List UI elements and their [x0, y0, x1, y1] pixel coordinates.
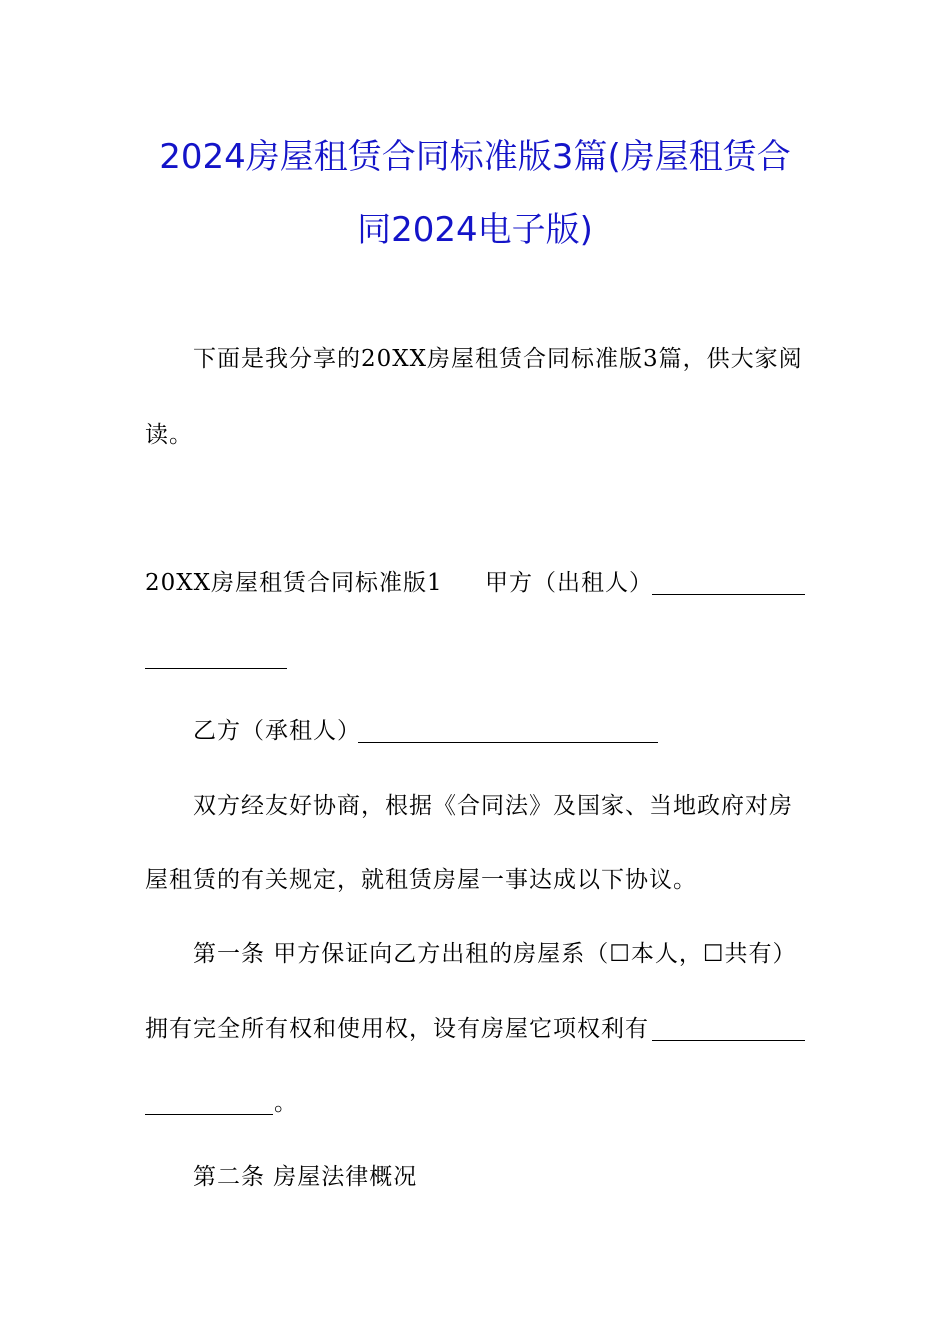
article-2-heading: 第二条 房屋法律概况	[193, 1164, 418, 1190]
party-b-blank	[358, 742, 658, 743]
party-a-label: 甲方（出租人）	[485, 570, 653, 596]
paragraph-1-line-2: 屋租赁的有关规定，就租赁房屋一事达成以下协议。	[145, 867, 697, 893]
party-a-blank-continued	[145, 668, 287, 669]
article-1-line-2: 拥有完全所有权和使用权，设有房屋它项权利有	[145, 1016, 649, 1042]
party-b-label: 乙方（承租人）	[193, 718, 361, 744]
article-1-end-punctuation: 。	[274, 1090, 298, 1116]
document-title-line-2: 同2024电子版)	[357, 210, 593, 250]
intro-text-line-1: 下面是我分享的20XX房屋租赁合同标准版3篇，供大家阅	[193, 346, 803, 372]
intro-text-line-2: 读。	[145, 422, 193, 448]
article-1-blank	[652, 1040, 805, 1041]
paragraph-1-line-1: 双方经友好协商，根据《合同法》及国家、当地政府对房	[193, 793, 793, 819]
party-a-blank	[652, 594, 805, 595]
article-1-line-1: 第一条 甲方保证向乙方出租的房屋系（☐本人，☐共有）	[193, 941, 797, 967]
article-1-blank-continued	[145, 1114, 273, 1115]
contract-heading: 20XX房屋租赁合同标准版1	[145, 570, 443, 596]
document-title-line-1: 2024房屋租赁合同标准版3篇(房屋租赁合	[159, 137, 791, 177]
